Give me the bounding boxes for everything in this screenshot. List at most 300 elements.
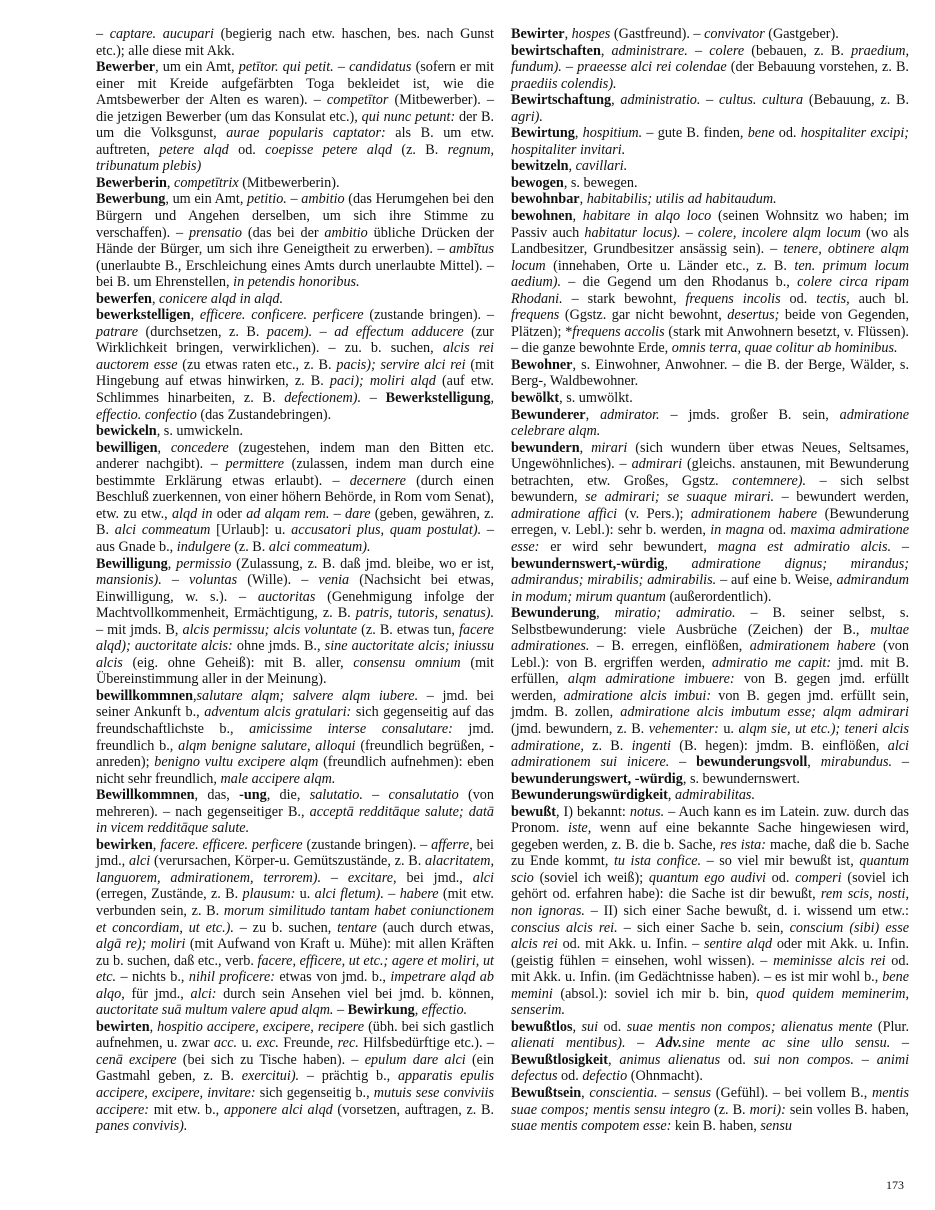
entry-text: er wird sehr bewundert, [539, 538, 718, 555]
entry-text: oder [212, 505, 247, 522]
entry-text: , [572, 208, 583, 225]
latin-term: bene [747, 125, 775, 142]
latin-term: iste, [568, 820, 592, 837]
entry-text: (sofern er mit einer mit Kreide aufgefärbten Toga bekleidet ist, wie die Amtsbewerber der Alten es waren). – [96, 59, 494, 109]
entry-text: (zugestehen, indem man den Bitten etc. anderer nachgibt). – [96, 439, 494, 473]
latin-term: admirator. [600, 406, 660, 423]
dictionary-entry [511, 43, 909, 93]
latin-term: conscientia. – sensus [589, 1085, 712, 1101]
dictionary-entry [511, 1019, 909, 1085]
entry-text: mit etw. b., [149, 1101, 224, 1118]
entry-text: (jmd. bewundern, z. B. [511, 720, 649, 737]
entry-text: (der Bebauung vorstehen, z. B. [726, 59, 909, 76]
latin-term: hospitio accipere, excipere, recipere [157, 1018, 365, 1035]
latin-term: apponere alci alqd [223, 1101, 333, 1118]
latin-term: salutare alqm; salvere alqm iubere. [196, 687, 419, 704]
entry-text: (Zulassung, z. B. daß jmd. bleibe, wo er ist, [231, 555, 494, 572]
latin-term: sensu [760, 1118, 792, 1135]
entry-text: (außerordentlich). [665, 588, 772, 605]
latin-term: sine auctoritate alcis; iniussu alcis [96, 638, 494, 671]
entry-text: , [152, 836, 161, 853]
dictionary-entry [511, 440, 909, 605]
latin-term: coepisse petere alqd [265, 141, 393, 158]
entry-text: – B. seiner selbst, s. Selbstbewunderung: viele Ausbrüche (Zeichen) der B., [511, 605, 909, 638]
entry-text: wenn auf eine bekannte Sache hingewiesen wird, gegeben werden, z. B. die b. Sache, [511, 820, 909, 853]
latin-term: mirabundus. [820, 754, 893, 771]
latin-term: alci [128, 853, 151, 870]
entry-text: , s. Einwohner, Anwohner. – die B. der Berge, Wälder, s. Berg-, Waldbewohner. [511, 356, 909, 390]
latin-term: conscius alcis rei. [511, 919, 618, 936]
entry-text: (auf etw. Schlimmes hinarbeiten, z. B. [96, 373, 494, 407]
latin-term: admiratione dignus; mirandus; admirandus; mirabilis; admirabilis. [511, 555, 910, 589]
entry-text: , [807, 754, 821, 771]
latin-term: epulum dare alci [364, 1051, 466, 1068]
entry-text: , I) bekannt: [555, 803, 630, 820]
dictionary-entry [511, 787, 909, 804]
latin-term: concedere [170, 439, 229, 456]
entry-text: beide von Gegenden, Plätzen); * [511, 307, 909, 340]
headword: Bewußtlosigkeit [511, 1051, 608, 1068]
headword: Bewunderungswürdigkeit [511, 787, 668, 804]
latin-term: comperi [795, 869, 842, 886]
latin-term: paci); moliri alqd [329, 373, 436, 390]
latin-term: quantum scio [511, 853, 909, 886]
latin-term: effectio. confectio [96, 406, 197, 423]
entry-text: , [568, 158, 576, 175]
headword: Bewirkung [347, 1002, 415, 1019]
latin-term: facere, efficere, ut etc.; agere et moliri, ut etc. [96, 952, 494, 986]
column-left [96, 26, 494, 1135]
entry-text: – jmd. bei seiner Ankunft b., [96, 687, 494, 721]
latin-term: ten. primum locum aedium). [511, 257, 909, 291]
latin-term: mori): [749, 1101, 786, 1118]
latin-term: exercitui). [241, 1068, 300, 1085]
latin-term: alci commeatum). [268, 538, 371, 555]
latin-term: alci admirationem sui inicere. [511, 737, 909, 771]
entry-text: kein B. haben, [671, 1118, 761, 1135]
headword: Bewirter [511, 26, 565, 42]
latin-term: facere alqd); auctoritate alcis: [96, 621, 494, 655]
entry-text: (bebauen, z. B. [744, 42, 852, 59]
latin-term: auctoritas [257, 588, 316, 605]
latin-term: impetrare alqd ab alqo, [96, 969, 494, 1002]
headword: Bewilligung [96, 555, 168, 572]
entry-text: (Wille). – [237, 572, 319, 589]
headword: -ung [239, 787, 267, 804]
entry-text: – [892, 754, 910, 771]
entry-text: [Urlaub]: u. [210, 522, 292, 539]
latin-term: admiratione affici [511, 505, 618, 522]
latin-term: res ista: [719, 836, 766, 853]
entry-text: (seinen Wohnsitz wo haben; im Passiv auch [511, 208, 909, 241]
entry-text: jmd. mit B. erfüllen, [511, 654, 909, 688]
latin-term: alci fletum). – habere [314, 886, 439, 903]
latin-term: bene memini [511, 969, 909, 1002]
latin-term: in magna [710, 522, 765, 539]
entry-text: – [890, 1035, 910, 1052]
latin-term: petītor. qui petit. – candidatus [238, 59, 412, 76]
latin-term: ingenti [631, 737, 671, 754]
headword: bewitzeln [511, 158, 569, 175]
latin-term: praedium, fundum). – praeesse alci rei colendae [511, 42, 909, 76]
entry-text: , [585, 406, 601, 423]
latin-term: alci [472, 869, 494, 886]
entry-text: , [564, 26, 572, 42]
entry-text: (durchsetzen, z. B. [138, 323, 267, 340]
latin-term: agri). [511, 108, 543, 125]
entry-text: (z. B. [230, 538, 269, 555]
latin-term: tenere, obtinere alqm locum [511, 241, 909, 274]
latin-term: admiratione celebrare alqm. [511, 406, 910, 440]
entry-text: sich gegenseitig auf das freundschaftlichste b., [96, 704, 494, 737]
latin-term: praediis colendis). [511, 75, 617, 92]
headword: bewirtschaften [511, 42, 601, 59]
entry-text: od. [598, 1018, 627, 1035]
entry-text [377, 390, 386, 406]
latin-term: auctoritate suā multum valere apud alqm. [96, 1002, 334, 1019]
latin-term: habitatur locus). – colere, incolere alqm locum [584, 224, 861, 241]
entry-text: (gleichs. anstaunen, mit Bewunderung betrachten, etw. Großes, Ggstz. [511, 456, 909, 489]
headword: Bewußtsein [511, 1085, 582, 1101]
latin-term: quantum ego audivi [648, 869, 766, 886]
latin-term: regnum, tribunatum plebis) [96, 141, 494, 175]
entry-text: (Gastgeber). [764, 26, 839, 42]
latin-term: patris, tutoris, senatus). [355, 605, 494, 622]
entry-text: (Mitbewerber). – die jetzigen Bewerber (um das Konsulat etc.), [96, 92, 494, 125]
entry-text: – zu b. suchen, [233, 919, 338, 936]
dictionary-entry [96, 175, 494, 192]
entry-text: – bewundert werden, [774, 489, 909, 506]
entry-text: auch bl. [849, 290, 909, 307]
latin-term: apparatis epulis accipere, excipere, invitare: [96, 1068, 495, 1101]
latin-term: suae mentis non compos; alienatus mente [626, 1018, 873, 1035]
latin-term: se admirari; se suaque mirari. [585, 489, 775, 506]
entry-text: (geben, gewähren, z. B. [96, 505, 494, 539]
entry-text: (innehaben, Orte u. Länder etc., z. B. [545, 257, 795, 274]
latin-term: decernere [349, 472, 406, 489]
entry-text: (vorsetzen, auftragen, z. B. [332, 1101, 494, 1118]
entry-text: (B. hegen): jmdm. B. einflößen, [671, 737, 888, 754]
headword: Bewirtung [511, 125, 575, 142]
entry-text: , [157, 439, 171, 456]
entry-text: , bei jmd., [96, 836, 494, 870]
entry-text: – II) sich einer Sache bewußt, d. i. wissend um etw.: [584, 902, 909, 919]
headword: Bewunderer [511, 406, 586, 423]
headword: Bewirtschaftung [511, 92, 612, 109]
entry-text: od. [720, 1051, 754, 1068]
entry-text: od. [765, 869, 796, 886]
entry-text: (zustande bringen). – [363, 307, 494, 324]
entry-text: als B. um etw. auftreten, [96, 125, 495, 158]
entry-text: , [166, 174, 175, 191]
entry-text: , [490, 390, 495, 407]
latin-term: conscium (sibi) esse alcis rei [511, 919, 910, 953]
entry-text: , um ein Amt, [165, 191, 248, 208]
entry-text: , bei jmd., [393, 869, 473, 886]
entry-text: (Bewunderung erregen, v. Lebl.): sehr b. werden, [511, 505, 909, 539]
latin-term: adventum alcis gratulari: [204, 704, 352, 721]
latin-term: mentis suae compos; mentis sensu integro [511, 1085, 909, 1118]
dictionary-entry [511, 208, 909, 357]
latin-term: hospitaliter excipi; hospitaliter invitari. [511, 125, 909, 158]
latin-term: pacem). – ad effectum adducere [266, 323, 464, 340]
latin-term: acc. [213, 1035, 238, 1052]
entry-text: etwas von jmd. b., [274, 969, 391, 986]
entry-text: , [574, 125, 583, 142]
entry-text: – aus Gnade b., [96, 522, 494, 555]
entry-text: (mit Übereinstimmung aller in der Meinung). [96, 654, 494, 688]
latin-term: vehementer: [648, 720, 719, 737]
entry-text: u. [237, 1035, 257, 1052]
entry-text: , das, [194, 787, 240, 804]
latin-term: conicere alqd in alqd. [159, 290, 284, 307]
latin-term: colere circa ripam Rhodani. [511, 274, 909, 307]
latin-term: admiratione alcis imbutum esse; alqm admirari [620, 704, 909, 721]
latin-term: tu ista confice. [613, 853, 702, 870]
entry-text: , [579, 191, 587, 208]
entry-text: – B. erregen, einflößen, [589, 638, 750, 655]
latin-term: competītor [326, 92, 389, 109]
latin-term: alcis permissu; alcis voluntate [182, 621, 358, 638]
dictionary-entry [96, 291, 494, 308]
entry-text: (Ohnmacht). [627, 1068, 703, 1085]
latin-term: salutatio. – consalutatio [309, 787, 459, 804]
entry-text: (Ggstz. gar nicht bewohnt, [559, 307, 728, 324]
entry-text: , die, [266, 787, 310, 804]
headword: bewußtlos [511, 1018, 573, 1035]
entry-text: , [414, 1002, 422, 1019]
entry-text: (mit etw. verbunden sein, z. B. [96, 886, 494, 919]
dictionary-entry [96, 59, 494, 175]
entry-text: u. [295, 886, 315, 903]
dictionary-entry [511, 407, 909, 440]
latin-term: in petendis honoribus. [233, 274, 360, 291]
entry-text: der B. um die Volksgunst, [96, 108, 494, 142]
headword: bewerfen [96, 290, 152, 307]
headword: bewundern [511, 439, 580, 456]
headword: bewirten [96, 1018, 150, 1035]
entry-text: (begierig nach etw. haschen, bes. nach Gunst etc.); alle diese mit Akk. [96, 26, 494, 59]
entry-text: (das Herumgehen bei den Bürgern und Angehen derselben, um sich ihre Stimme zu verschaffen). – [96, 191, 494, 241]
entry-text: od. [557, 1068, 583, 1085]
latin-term: alci commeatum [114, 522, 211, 539]
headword: bewußt [511, 803, 556, 820]
entry-text: – so viel mir bewußt ist, [701, 853, 860, 870]
latin-term: defectio [582, 1068, 628, 1085]
latin-term: multae admirationes. [511, 621, 909, 655]
entry-text: (das bei der [242, 224, 325, 241]
entry-text: (zur Wirklichkeit bringen, verwirklichen). – zu. b. suchen, [96, 323, 494, 357]
entry-text: u. [718, 720, 739, 737]
entry-text: , [149, 1018, 158, 1035]
dictionary-entry [96, 307, 494, 423]
entry-text: , [572, 1018, 582, 1035]
entry-text: Freunde, [278, 1035, 338, 1052]
latin-term: sui [581, 1018, 599, 1035]
entry-text [644, 1035, 656, 1051]
entry-text: od. mit Akk. u. Infin. (im Gedächtnisse haben). – es ist mir wohl b., [511, 952, 910, 986]
headword: Bewerber [96, 59, 156, 76]
latin-term: algā re); moliri [96, 936, 186, 953]
entry-text: od. [764, 522, 791, 539]
latin-term: – captare. aucupari [96, 26, 214, 42]
headword: bewohnen [511, 208, 573, 225]
column-right [511, 26, 909, 1135]
entry-text: – [891, 538, 909, 555]
entry-text: (Gastfreund). – [610, 26, 705, 42]
entry-text: (zu etwas raten etc., z. B. [177, 356, 337, 373]
entry-text: (Gefühl). – bei vollem B., [711, 1085, 872, 1101]
entry-text: (unerlaubte B., Erschleichung eines Amts durch unerlaubte Mittel). – bei B. um Ehrenstellen, [96, 257, 494, 291]
latin-term: ad alqam rem. – dare [246, 505, 371, 522]
entry-text: – mit jmds. B, [96, 621, 183, 638]
entry-text: , s. umwickeln. [156, 423, 243, 440]
latin-term: afferre [431, 836, 470, 853]
dictionary-entry [96, 688, 494, 787]
dictionary-entry [96, 440, 494, 556]
entry-text: (absol.): soviel ich mir b. bin, [552, 985, 757, 1002]
latin-term: efficere. conficere. perficere [199, 307, 364, 324]
latin-term: frequens [511, 307, 560, 324]
headword: Bewerbung [96, 191, 166, 208]
entry-text: , um ein Amt, [155, 59, 239, 76]
entry-text: – die Gegend um den Rhodanus b., [561, 274, 798, 291]
latin-term: rec. [337, 1035, 359, 1052]
entry-text: (verursachen, Körper-u. Gemütszustände, z. B. [150, 853, 426, 870]
latin-term: maxima admiratione esse: [511, 522, 910, 555]
entry-text: für jmd., [124, 985, 191, 1002]
latin-term: alqm sie, ut etc.); teneri alcis admiratione, [511, 720, 909, 754]
entry-text: (zustande bringen). – [302, 836, 432, 853]
dictionary-entry [511, 92, 909, 125]
entry-text: , s. bewundernswert. [682, 770, 800, 787]
entry-text: (Plur. [872, 1018, 909, 1035]
page-number: 173 [886, 1178, 904, 1192]
entry-text: , [607, 1051, 620, 1068]
latin-term: mutuis sese conviviis accipere: [96, 1085, 494, 1118]
dictionary-entry [511, 804, 909, 1019]
headword: bewunderungswert, -würdig [511, 770, 683, 787]
latin-term: admirabilitas. [674, 787, 755, 804]
headword: Bewerberin [96, 174, 167, 191]
entry-text: , [596, 605, 615, 622]
entry-text: , [151, 290, 160, 307]
latin-term: omnis terra, quae colitur ab hominibus. [671, 340, 898, 357]
dictionary-entry [96, 191, 494, 290]
entry-text: , [192, 687, 197, 704]
latin-term: animus alienatus [619, 1051, 721, 1068]
entry-text: , [600, 42, 612, 59]
entry-text: – prächtig b., [299, 1068, 398, 1085]
dictionary-entry [511, 191, 909, 208]
entry-text: mache, daß die b. Sache zu Ende kommt, [511, 836, 909, 870]
latin-term: frequens accolis [572, 323, 665, 340]
headword: bewunderungsvoll [696, 754, 808, 771]
latin-term: ambĭtus [449, 241, 494, 258]
latin-term: admiratio me capit: [711, 654, 832, 671]
latin-term: hospitium. [582, 125, 643, 142]
entry-text: – [669, 754, 697, 771]
headword: bewogen [511, 174, 564, 191]
entry-text: – jmds. großer B. sein, [659, 406, 840, 423]
entry-text: od. [228, 141, 266, 158]
latin-term: pacis); servire alci rei [336, 356, 466, 373]
latin-term: rem scis, nosti, non ignoras. [511, 886, 909, 919]
entry-text: (z. B. [710, 1101, 750, 1118]
latin-term: petere alqd [159, 141, 229, 158]
entry-text: (durch einen Beschluß zuerkennen, von einer höhern Behörde, in Rom vom Senat), etw. zu etw., [96, 472, 494, 522]
latin-term: mansionis). – voluntas [96, 572, 238, 589]
latin-term: admirandum in modum; mirum quantum [511, 572, 909, 605]
dictionary-entry [511, 158, 909, 175]
latin-term: qui nunc petunt: [361, 108, 456, 125]
entry-text: (freundlich begrüßen, -anreden); [96, 737, 494, 771]
entry-text: (sich wundern über etwas Neues, Seltsames, Ungewöhnliches). – [511, 439, 909, 473]
entry-text: (ein Gastmahl geben, z. B. [96, 1051, 495, 1085]
latin-term: desertus; [727, 307, 780, 324]
latin-term: venia [318, 572, 350, 589]
latin-term: alacritatem, languorem, admirationem, terrorem). – excitare [96, 853, 494, 886]
entry-text: , s. bewegen. [563, 174, 638, 191]
latin-term: panes convivis). [96, 1118, 188, 1135]
entry-text: (Bebauung, z. B. [803, 92, 910, 109]
headword: bewerkstelligen [96, 307, 191, 324]
latin-term: acceptā redditāque salute; datā in vicem redditāque salute. [96, 803, 494, 837]
latin-term: permittere [225, 456, 285, 473]
entry-text: oder mit Akk. u. Infin. (geistig fühlen = einsehen, wohl wissen). – [511, 936, 910, 969]
latin-term: frequens incolis [685, 290, 781, 307]
headword: bewirken [96, 836, 153, 853]
latin-term: sentire alqd [703, 936, 773, 953]
entry-text: , [581, 1085, 590, 1101]
latin-term: hospes [571, 26, 611, 42]
entry-text: sich gegenseitig b., [255, 1085, 374, 1101]
latin-term: effectio. [421, 1002, 468, 1019]
latin-term: alcis rei auctorem esse [96, 340, 494, 373]
latin-term: admiratione alcis imbui: [563, 687, 712, 704]
entry-text: ohne jmds. B., [232, 638, 325, 655]
headword: bewohnbar [511, 191, 580, 208]
entry-text: (mit Hingebung auf etwas hinwirken, z. B. [96, 356, 494, 390]
entry-text: – Auch kann es im Latein. zuw. durch das Pronom. [511, 803, 909, 837]
entry-text: übliche Drücken der Hände der Bürger, um sich ihre Geneigtheit zu erwerben). – [96, 224, 494, 258]
dictionary-entry [96, 837, 494, 1019]
latin-term: petitio. – ambitio [247, 191, 345, 208]
headword: Bewillkommnen [96, 787, 195, 804]
entry-text: (Nachsicht bei etwas, Einwilligung, w. s.). – [96, 572, 494, 605]
entry-text: – [333, 1002, 348, 1019]
latin-term: administrare. – colere [611, 42, 745, 59]
entry-text: jmd. freundlich b., [96, 720, 495, 754]
latin-term: cenā excipere [96, 1051, 177, 1068]
latin-term: sine mente ac sine ullo sensu. [681, 1035, 891, 1052]
headword: Adv. [655, 1035, 682, 1052]
entry-text: – stark bewohnt, [562, 290, 686, 307]
latin-term: tentare [337, 919, 377, 936]
latin-term: alqm benigne salutare, alloqui [178, 737, 356, 754]
entry-text: (freundlich aufnehmen): eben nicht sehr freundlich, [96, 754, 494, 787]
entry-text: sein volles B. haben, [785, 1101, 909, 1118]
latin-term: alqd in [171, 505, 213, 522]
dictionary-entry [511, 357, 909, 390]
headword: bewilligen [96, 439, 158, 456]
entry-text: – auf eine b. Weise, [716, 572, 837, 589]
entry-text: – nichts b., [116, 969, 189, 986]
entry-text: – gute B. finden, [642, 125, 748, 142]
dictionary-entry [511, 175, 909, 192]
latin-term: competītrix [174, 174, 239, 191]
dictionary-entry [96, 423, 494, 440]
